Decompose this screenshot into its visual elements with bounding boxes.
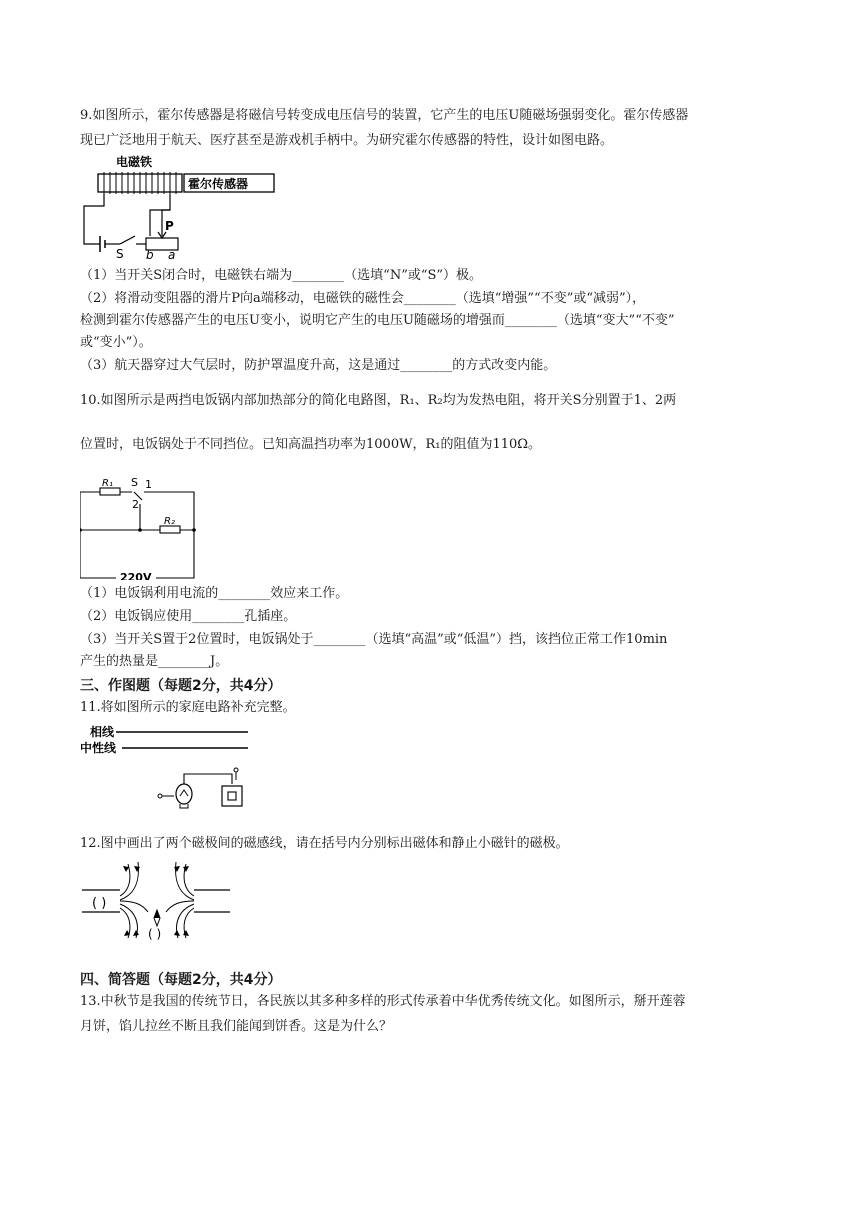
bulb-switch-wire — [184, 774, 232, 784]
q10-sub1: （1）电饭锅利用电流的________效应来工作。 — [80, 586, 349, 601]
q10-label-r1: R₁ — [102, 478, 113, 489]
q9-sub3: （3）航天器穿过大气层时，防护罩温度升高，这是通过________的方式改变内能。 — [80, 358, 557, 373]
wire-left — [84, 194, 104, 244]
section4-title: 四、简答题（每题2分，共4分） — [80, 972, 282, 988]
q12-label-paren-needle: ( ) — [148, 927, 162, 940]
wall-switch-icon — [222, 786, 242, 806]
field-arrows — [123, 866, 189, 936]
q10-intro-line1: 10.如图所示是两挡电饭锅内部加热部分的简化电路图，R₁、R₂均为发热电阻，将开关S分别置于1、2两 — [80, 393, 677, 408]
switch-s — [120, 236, 135, 244]
q10-sub2: （2）电饭锅应使用________孔插座。 — [80, 609, 297, 624]
q12-text: 12.图中画出了两个磁极间的磁感线，请在括号内分别标出磁体和静止小磁针的磁极。 — [80, 836, 569, 851]
q10-label-2: 2 — [132, 498, 139, 511]
q9-label-b: b — [146, 248, 154, 260]
q12-magnetic-figure — [80, 860, 232, 940]
q9-sub2-line3: 或“变小”）。 — [80, 335, 152, 350]
q13-line2: 月饼，馅儿拉丝不断且我们能闻到饼香。这是为什么？ — [80, 1019, 393, 1034]
bulb-terminal — [158, 794, 162, 798]
q13-line1: 13.中秋节是我国的传统节日，各民族以其多种多样的形式传承着中华优秀传统文化。如图所示，掰开莲蓉 — [80, 994, 686, 1009]
q12-label-paren-left: ( ) — [92, 896, 107, 911]
q9-label-a: a — [168, 248, 176, 260]
q11-label-live: 相线 — [90, 725, 115, 739]
electromagnet-coil — [104, 172, 176, 194]
q10-intro-line2: 位置时，电饭锅处于不同挡位。已知高温挡功率为1000W，R₁的阻值为110Ω。 — [80, 437, 542, 452]
q10-sub3-line2: 产生的热量是________J。 — [80, 654, 229, 669]
section3-title: 三、作图题（每题2分，共4分） — [80, 678, 282, 694]
q10-label-1: 1 — [145, 478, 152, 491]
battery-symbol — [100, 236, 105, 252]
resistor-r2 — [160, 526, 180, 533]
q9-label-hall-sensor: 霍尔传感器 — [188, 177, 249, 191]
q10-sub3-line1: （3）当开关S置于2位置时，电饭锅处于________（选填“高温”或“低温”）挡，该挡位正常工作10min — [80, 632, 668, 647]
q9-label-s: S — [116, 247, 124, 260]
q9-circuit-figure — [80, 152, 280, 260]
q9-intro-line1: 9.如图所示，霍尔传感器是将磁信号转变成电压信号的装置，它产生的电压U随磁场强弱变化。霍尔传感器 — [80, 108, 689, 123]
q11-circuit-figure — [80, 722, 252, 814]
q11-label-neutral: 中性线 — [80, 741, 117, 755]
q11-text: 11.将如图所示的家庭电路补充完整。 — [80, 700, 296, 715]
bulb-icon — [176, 784, 192, 804]
q9-label-p: P — [165, 219, 174, 233]
resistor-r1 — [100, 488, 120, 495]
q9-intro-line2: 现已广泛地用于航天、医疗甚至是游戏机手柄中。为研究霍尔传感器的特性，设计如图电路。 — [80, 133, 614, 148]
switch-terminal — [234, 768, 238, 772]
q9-sub2-line2: 检测到霍尔传感器产生的电压U变小，说明它产生的电压U随磁场的增强而________（选填“变大”“不变” — [80, 313, 675, 328]
q9-label-electromagnet: 电磁铁 — [116, 155, 153, 169]
q9-sub2-line1: （2）将滑动变阻器的滑片P向a端移动，电磁铁的磁性会________（选填“增强”“不变”或“减弱”）， — [80, 291, 646, 306]
right-magnet — [194, 890, 230, 912]
field-lines-right — [166, 862, 194, 938]
q10-label-220v: 220V — [120, 571, 152, 580]
q10-label-s: S — [131, 476, 138, 489]
q10-circuit-figure — [80, 474, 208, 580]
field-lines-left — [120, 862, 148, 938]
q9-sub1: （1）当开关S闭合时，电磁铁右端为________（选填“N”或“S”）极。 — [80, 268, 483, 283]
q10-label-r2: R₂ — [164, 516, 175, 527]
